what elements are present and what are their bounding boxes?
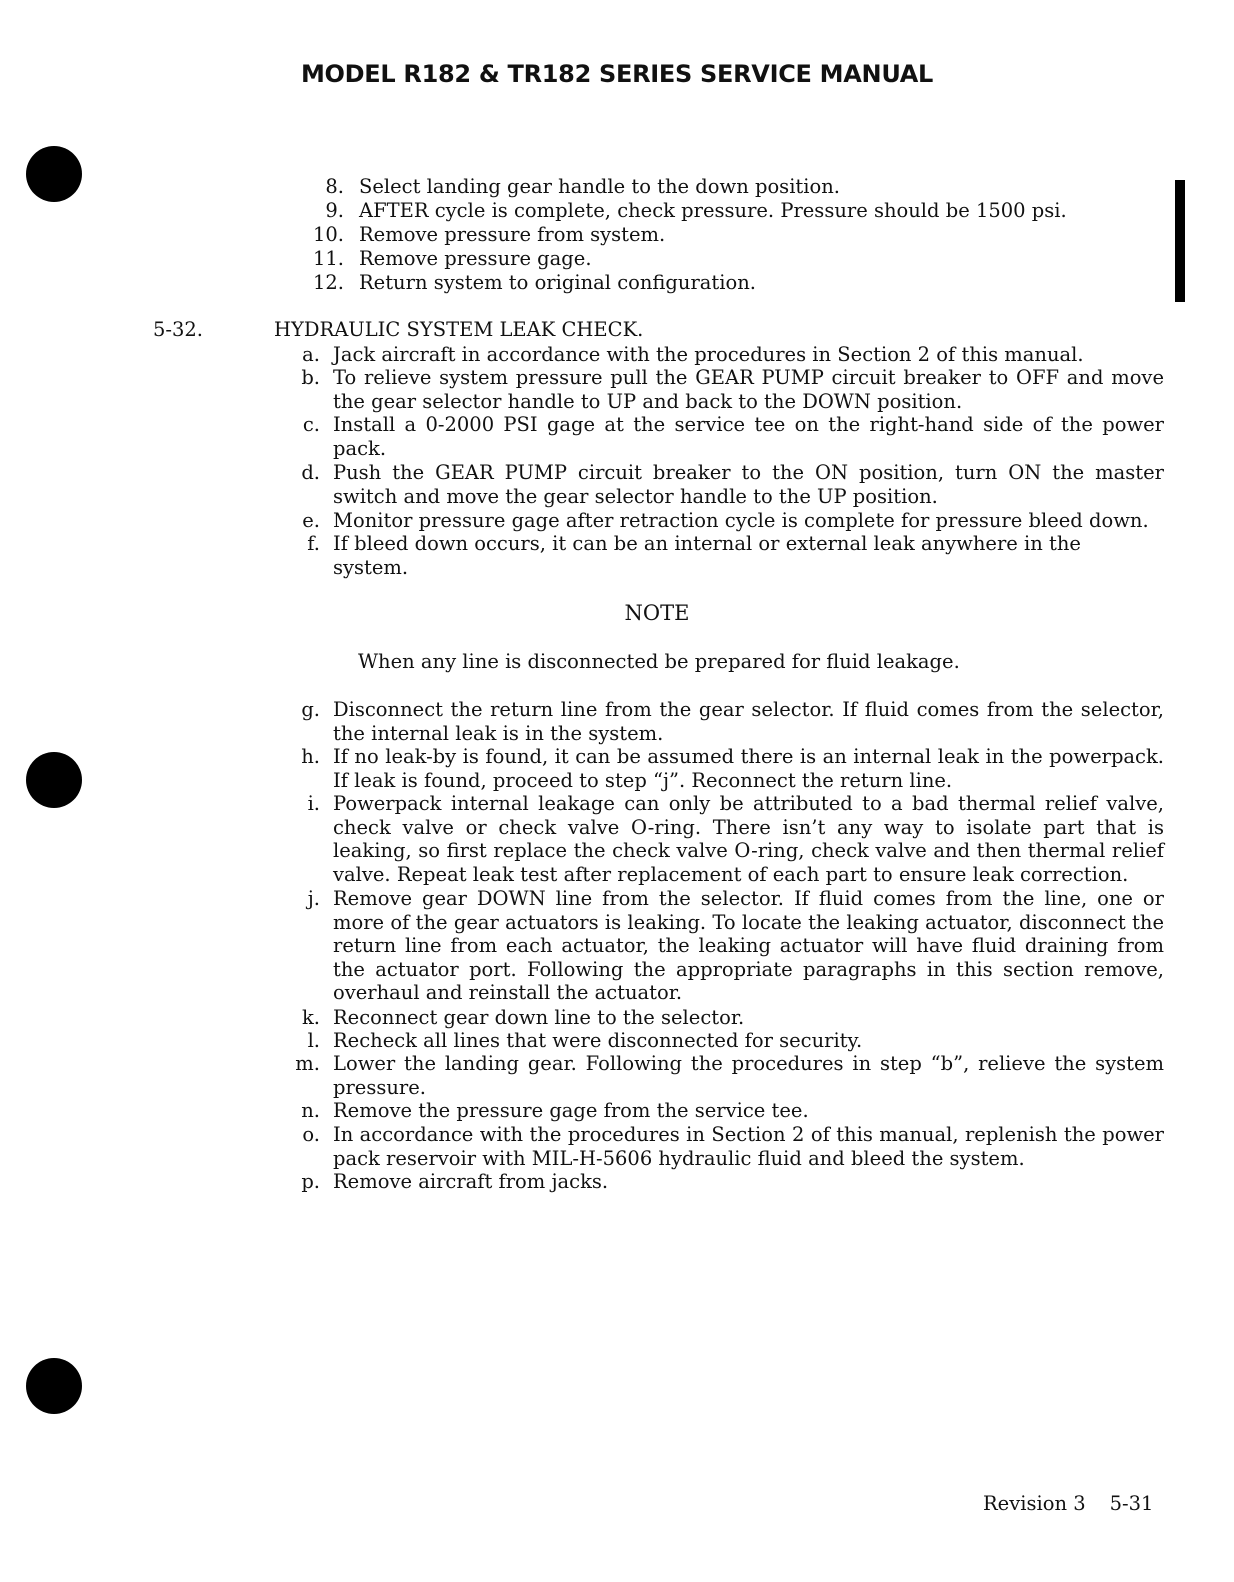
page-footer	[983, 1492, 1153, 1515]
step-text: Install a 0-2000 PSI gage at the service tee on the right-hand side of the power pack.	[333, 413, 1164, 460]
step-text: In accordance with the procedures in Section 2 of this manual, replenish the power pack reservoir with MIL-H-5606 hydraulic fluid and bleed the system.	[333, 1123, 1164, 1170]
step-number: 8.	[325, 175, 344, 198]
step-number: 12.	[312, 271, 344, 294]
step-text: Recheck all lines that were disconnected for security.	[333, 1029, 863, 1052]
step-letter: g.	[301, 698, 320, 721]
step-text: Powerpack internal leakage can only be attributed to a bad thermal relief valve, check valve or check valve O-ring. There isn’t any way to isolate part that is leaking, so first replace the check valve O-ring, check valve and then thermal relief valve. Repeat leak test after replacement of each part to ensure leak correction.	[333, 792, 1164, 886]
step-letter: d.	[301, 461, 320, 484]
page-number: 5-31	[1109, 1492, 1154, 1515]
step-letter: l.	[307, 1029, 320, 1052]
step-number: 10.	[312, 223, 344, 246]
step-text: Return system to original configuration.	[359, 271, 756, 294]
step-text: Jack aircraft in accordance with the procedures in Section 2 of this manual.	[333, 343, 1084, 366]
step-text: Disconnect the return line from the gear selector. If fluid comes from the selector, the internal leak is in the system.	[333, 698, 1164, 745]
step-text: Reconnect gear down line to the selector.	[333, 1006, 745, 1029]
step-number: 9.	[325, 199, 344, 222]
step-text: Lower the landing gear. Following the procedures in step “b”, relieve the system pressure.	[333, 1052, 1164, 1099]
section-number: 5-32.	[153, 318, 204, 341]
step-text: Remove the pressure gage from the service tee.	[333, 1099, 809, 1122]
step-letter: p.	[301, 1170, 320, 1193]
step-text: If no leak-by is found, it can be assumed there is an internal leak in the powerpack. If leak is found, proceed to step “j”. Reconnect the return line.	[333, 745, 1164, 792]
step-text: Remove aircraft from jacks.	[333, 1170, 609, 1193]
step-letter: b.	[301, 366, 320, 389]
binder-hole-top	[26, 146, 82, 202]
note-heading: NOTE	[624, 601, 690, 625]
step-text: AFTER cycle is complete, check pressure. Pressure should be 1500 psi.	[359, 199, 1067, 222]
step-letter: f.	[307, 532, 320, 555]
step-letter: h.	[301, 745, 320, 768]
section-title: HYDRAULIC SYSTEM LEAK CHECK.	[274, 318, 644, 341]
step-text: If bleed down occurs, it can be an internal or external leak anywhere in the system.	[333, 532, 1081, 579]
step-text: To relieve system pressure pull the GEAR PUMP circuit breaker to OFF and move the gear selector handle to UP and back to the DOWN position.	[333, 366, 1164, 413]
step-text: Select landing gear handle to the down position.	[359, 175, 840, 198]
page-header-title: MODEL R182 & TR182 SERIES SERVICE MANUAL	[300, 60, 934, 88]
step-letter: j.	[307, 887, 320, 910]
revision-change-bar	[1175, 180, 1185, 302]
revision-label: Revision 3	[983, 1492, 1086, 1515]
step-letter: a.	[302, 343, 320, 366]
step-letter: n.	[301, 1099, 320, 1122]
step-letter: i.	[307, 792, 320, 815]
step-letter: m.	[295, 1052, 320, 1075]
step-text: Remove pressure gage.	[359, 247, 592, 270]
step-text: Monitor pressure gage after retraction cycle is complete for pressure bleed down.	[333, 509, 1149, 532]
binder-hole-middle	[26, 752, 82, 808]
binder-hole-bottom	[26, 1358, 82, 1414]
step-letter: e.	[302, 509, 320, 532]
step-letter: o.	[302, 1123, 320, 1146]
step-letter: c.	[302, 413, 320, 436]
step-text: Push the GEAR PUMP circuit breaker to the ON position, turn ON the master switch and move the gear selector handle to the UP position.	[333, 461, 1164, 508]
step-letter: k.	[301, 1006, 320, 1029]
step-number: 11.	[312, 247, 344, 270]
step-text: Remove pressure from system.	[359, 223, 666, 246]
note-text: When any line is disconnected be prepared for fluid leakage.	[358, 650, 960, 673]
step-text: Remove gear DOWN line from the selector. If fluid comes from the line, one or more of the gear actuators is leaking. To locate the leaking actuator, disconnect the return line from each actuator, the leaking actuator will have fluid draining from the actuator port. Following the appropriate paragraphs in this section remove, overhaul and reinstall the actuator.	[333, 887, 1164, 1004]
